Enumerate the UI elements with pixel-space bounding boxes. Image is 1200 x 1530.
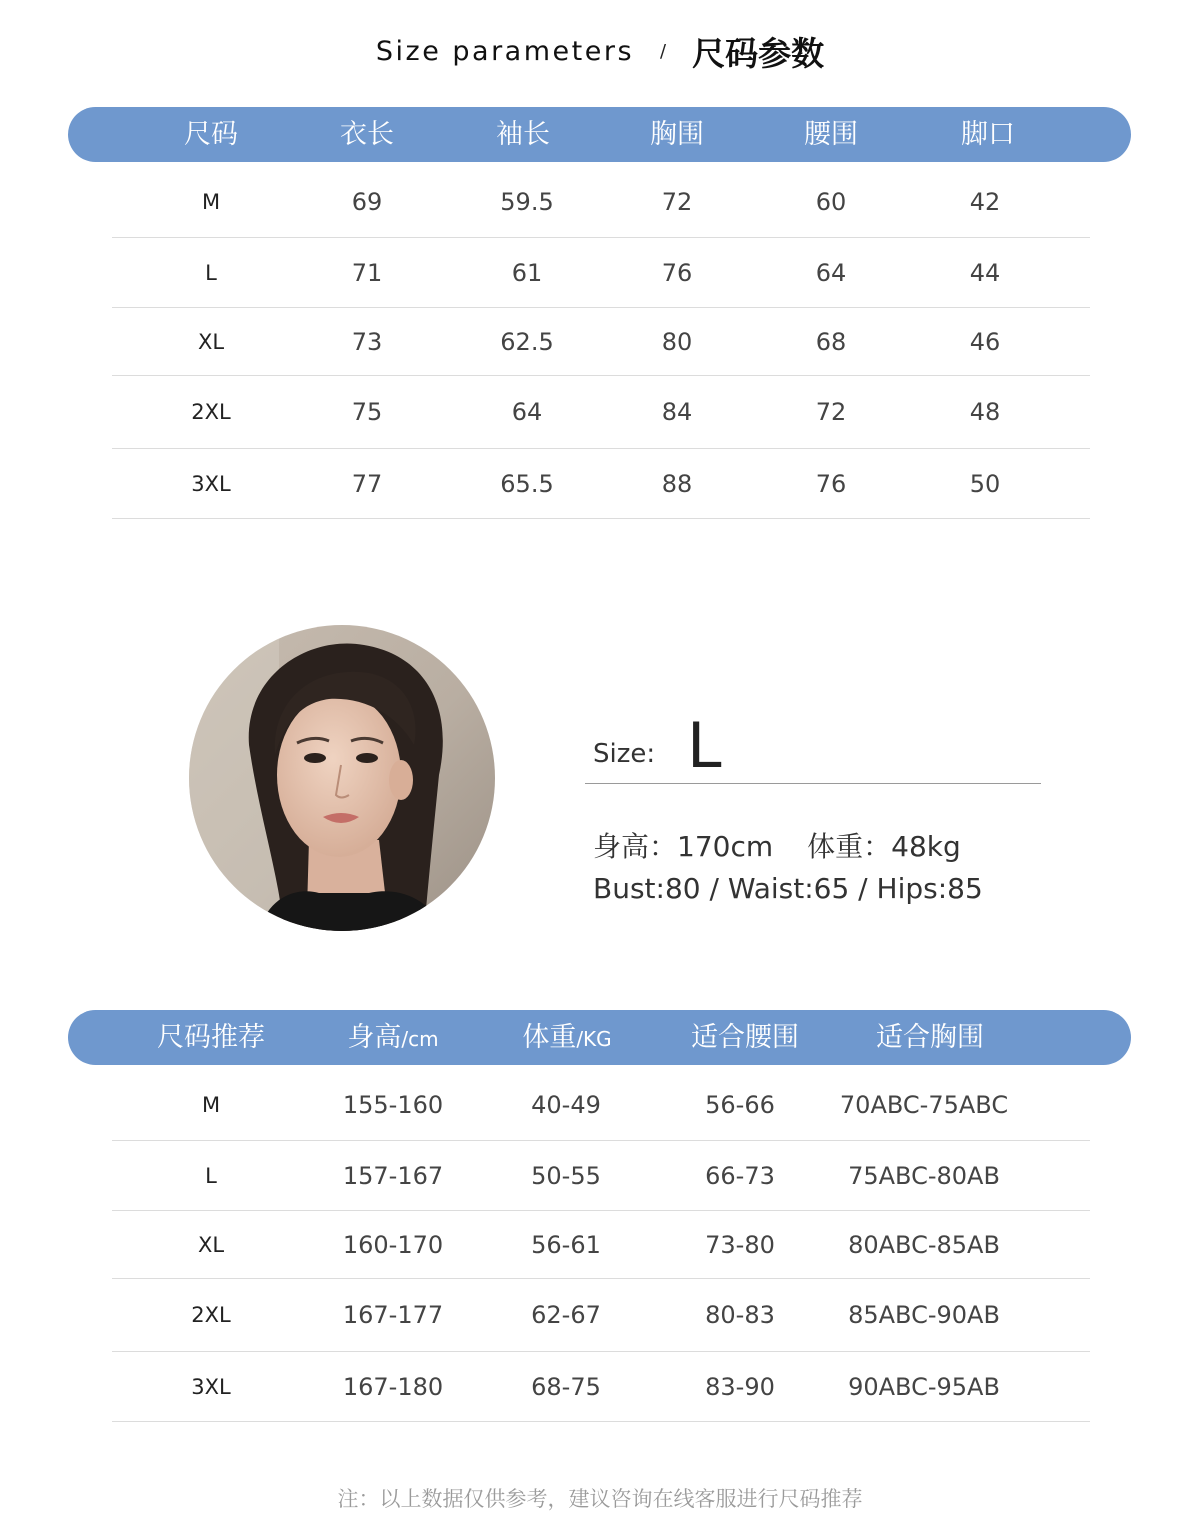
cell-fit-bust: 75ABC-80AB xyxy=(848,1161,1000,1190)
model-height: 身高：170cm xyxy=(593,830,774,863)
title-separator: / xyxy=(660,41,667,62)
cell-weight: 40-49 xyxy=(531,1090,601,1119)
cell-length: 69 xyxy=(351,187,383,216)
cell-sleeve: 62.5 xyxy=(500,327,554,356)
cell-sleeve: 59.5 xyxy=(500,187,554,216)
cell-size: M xyxy=(201,1092,221,1117)
model-measurements: Bust:80 / Waist:65 / Hips:85 xyxy=(593,872,983,905)
cell-fit-waist: 73-80 xyxy=(705,1230,775,1259)
header-bust: 胸围 xyxy=(650,119,704,150)
cell-sleeve: 64 xyxy=(511,398,543,426)
cell-hem: 42 xyxy=(969,187,1001,216)
cell-waist: 76 xyxy=(815,469,847,498)
model-size-line xyxy=(585,700,1041,784)
cell-fit-bust: 80ABC-85AB xyxy=(848,1230,1000,1259)
cell-hem: 50 xyxy=(969,469,1001,498)
cell-size: 2XL xyxy=(191,400,231,424)
size-table-header xyxy=(68,107,1131,162)
title-chinese: 尺码参数 xyxy=(692,34,825,73)
header-sleeve: 袖长 xyxy=(496,119,550,150)
cell-length: 75 xyxy=(351,398,383,426)
cell-size: M xyxy=(201,189,221,214)
header-height: 身高/cm xyxy=(347,1022,439,1053)
page-title xyxy=(0,28,1200,75)
cell-bust: 88 xyxy=(661,469,693,498)
table-row xyxy=(112,1211,1090,1279)
header-waist: 腰围 xyxy=(804,119,858,150)
table-row xyxy=(112,1352,1090,1422)
model-weight: 体重：48kg xyxy=(807,830,961,863)
table-row xyxy=(112,1279,1090,1352)
table-row xyxy=(112,166,1090,238)
cell-hem: 46 xyxy=(969,327,1001,356)
cell-fit-waist: 56-66 xyxy=(705,1090,775,1119)
cell-hem: 48 xyxy=(969,398,1001,426)
cell-size: L xyxy=(205,1163,217,1188)
cell-fit-waist: 83-90 xyxy=(705,1372,775,1401)
cell-length: 71 xyxy=(351,258,383,287)
cell-size: 3XL xyxy=(191,471,231,496)
header-recommend-size: 尺码推荐 xyxy=(157,1022,265,1053)
recommend-table-header xyxy=(68,1010,1131,1065)
cell-height: 157-167 xyxy=(342,1161,444,1190)
cell-weight: 50-55 xyxy=(531,1161,601,1190)
cell-height: 167-180 xyxy=(342,1372,444,1401)
cell-bust: 76 xyxy=(661,258,693,287)
title-english: Size parameters xyxy=(375,36,635,67)
cell-bust: 84 xyxy=(661,398,693,426)
cell-size: 2XL xyxy=(191,1303,231,1327)
header-hem: 脚口 xyxy=(961,119,1015,150)
table-row xyxy=(112,1069,1090,1141)
model-height-weight xyxy=(593,825,961,865)
table-row xyxy=(112,376,1090,449)
cell-height: 167-177 xyxy=(342,1301,444,1329)
cell-weight: 56-61 xyxy=(531,1230,601,1259)
cell-waist: 60 xyxy=(815,187,847,216)
cell-fit-bust: 70ABC-75ABC xyxy=(839,1090,1009,1119)
cell-size: 3XL xyxy=(191,1374,231,1399)
header-weight: 体重/KG xyxy=(522,1022,612,1053)
model-photo xyxy=(189,625,495,931)
cell-sleeve: 65.5 xyxy=(500,469,554,498)
cell-length: 73 xyxy=(351,327,383,356)
cell-weight: 62-67 xyxy=(531,1301,601,1329)
cell-waist: 68 xyxy=(815,327,847,356)
table-row xyxy=(112,308,1090,376)
cell-fit-bust: 90ABC-95AB xyxy=(848,1372,1000,1401)
cell-bust: 80 xyxy=(661,327,693,356)
cell-fit-waist: 80-83 xyxy=(705,1301,775,1329)
table-row xyxy=(112,1141,1090,1211)
cell-hem: 44 xyxy=(969,258,1001,287)
cell-height: 155-160 xyxy=(342,1090,444,1119)
cell-fit-waist: 66-73 xyxy=(705,1161,775,1190)
table-row xyxy=(112,449,1090,519)
cell-fit-bust: 85ABC-90AB xyxy=(848,1301,1000,1329)
cell-size: L xyxy=(205,260,217,285)
disclaimer-note: 注：以上数据仅供参考，建议咨询在线客服进行尺码推荐 xyxy=(337,1487,863,1511)
header-fit-bust: 适合胸围 xyxy=(876,1022,984,1053)
cell-bust: 72 xyxy=(661,187,693,216)
table-row xyxy=(112,238,1090,308)
model-size-value: L xyxy=(687,709,722,782)
cell-height: 160-170 xyxy=(342,1230,444,1259)
cell-size: XL xyxy=(197,329,225,354)
model-size-label: Size: xyxy=(593,739,656,769)
cell-waist: 64 xyxy=(815,258,847,287)
cell-waist: 72 xyxy=(815,398,847,426)
cell-length: 77 xyxy=(351,469,383,498)
model-info xyxy=(585,700,1041,905)
header-fit-waist: 适合腰围 xyxy=(691,1022,799,1053)
cell-weight: 68-75 xyxy=(531,1372,601,1401)
cell-sleeve: 61 xyxy=(511,258,543,287)
cell-size: XL xyxy=(197,1232,225,1257)
header-size: 尺码 xyxy=(184,119,238,150)
header-length: 衣长 xyxy=(340,119,394,150)
